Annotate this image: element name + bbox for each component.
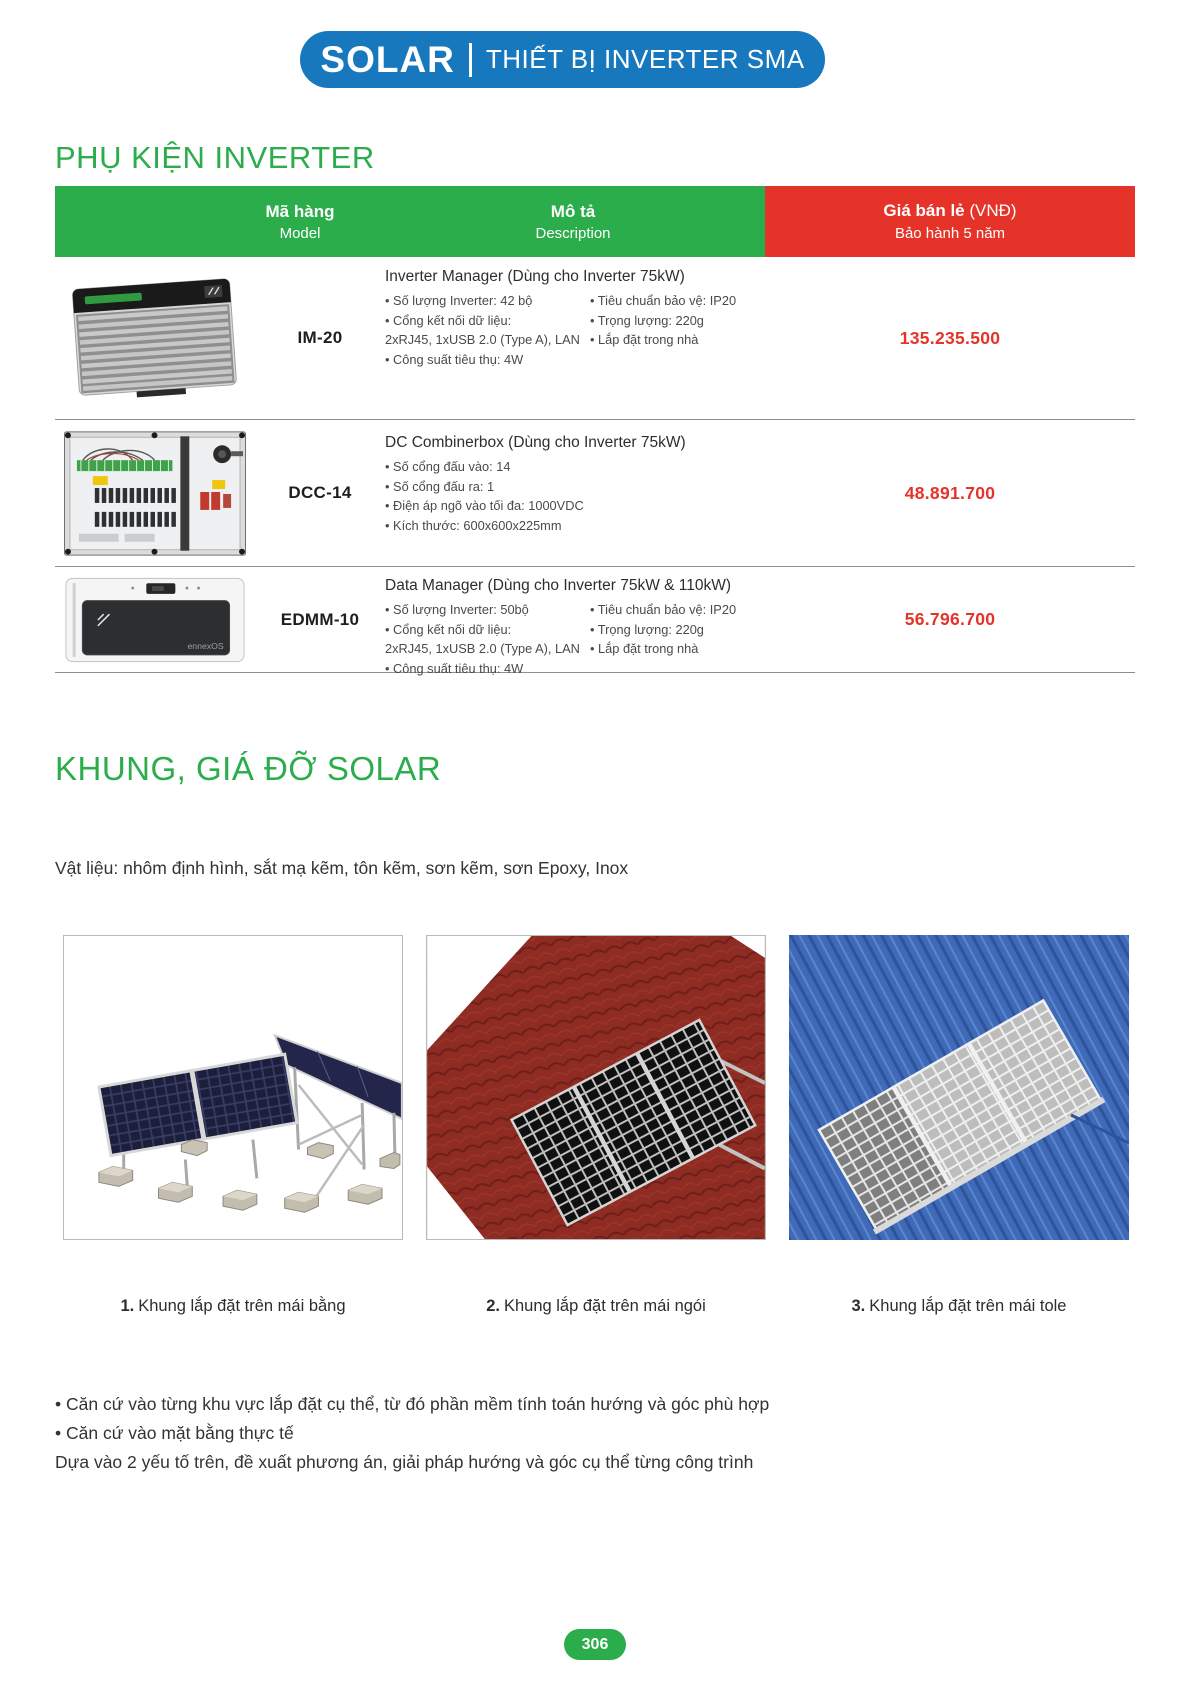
header-description: Mô tả Description — [535, 201, 611, 242]
ennexos-label: ennexOS — [187, 640, 224, 651]
page-number-badge: 306 — [564, 1629, 626, 1660]
price-label: 56.796.700 — [904, 609, 996, 629]
spec-line: • Số cổng đấu vào: 14 — [385, 459, 511, 474]
inverter-manager-image — [64, 270, 246, 406]
mount-figure-tole-roof — [789, 935, 1129, 1240]
model-label: EDMM-10 — [280, 609, 360, 629]
spec-line: • Cổng kết nối dữ liệu: — [385, 621, 512, 637]
spec-line: • Cổng kết nối dữ liệu: — [385, 312, 512, 328]
brand-banner — [300, 31, 825, 88]
brand-divider — [469, 43, 472, 77]
price-label: 48.891.700 — [904, 482, 996, 503]
section-title-accessories: PHỤ KIỆN INVERTER — [55, 140, 375, 175]
mount-caption-3 — [789, 1297, 1129, 1316]
caption-number: 2. — [486, 1297, 500, 1315]
flat-roof-mount-image — [64, 936, 402, 1239]
note-line: Dựa vào 2 yếu tố trên, đề xuất phương án, giải pháp hướng và góc cụ thể từng công trình — [55, 1452, 754, 1472]
spec-line: • Số lượng Inverter: 42 bộ — [385, 293, 533, 308]
note-line: • Căn cứ vào từng khu vực lắp đặt cụ thể, từ đó phần mềm tính toán hướng và góc phù hợp — [55, 1394, 770, 1414]
spec-line: • Số cổng đấu ra: 1 — [385, 478, 495, 494]
materials-line: Vật liệu: nhôm định hình, sắt mạ kẽm, tôn kẽm, sơn kẽm, sơn Epoxy, Inox — [55, 858, 629, 878]
price-header-label: Giá bán lẻ — [883, 201, 965, 220]
spec-line: 2xRJ45, 1xUSB 2.0 (Type A), LAN — [385, 332, 580, 347]
mount-caption-2 — [426, 1297, 766, 1316]
spec-line: • Kích thước: 600x600x225mm — [385, 517, 562, 533]
spec-line: • Công suất tiêu thụ: 4W — [385, 660, 524, 676]
installation-notes — [55, 1390, 1135, 1477]
caption-number: 1. — [120, 1297, 135, 1315]
product-description — [385, 567, 765, 678]
spec-line: • Công suất tiêu thụ: 4W — [385, 351, 524, 367]
price-header-unit: (VNĐ) — [969, 201, 1017, 220]
spec-line: • Lắp đặt trong nhà — [590, 641, 699, 656]
warranty-note: Bảo hành 5 năm — [894, 225, 1006, 242]
caption-label: Khung lắp đặt trên mái ngói — [503, 1297, 706, 1315]
caption-number: 3. — [851, 1297, 866, 1315]
model-label: IM-20 — [297, 328, 343, 347]
product-row-im20 — [55, 257, 1135, 420]
product-title: DC Combinerbox (Dùng cho Inverter 75kW) — [385, 434, 686, 451]
product-image-cell — [55, 575, 255, 665]
product-description — [385, 420, 765, 535]
spec-line: • Tiêu chuẩn bảo vệ: IP20 — [590, 293, 737, 308]
brand-logo-text: SOLAR — [320, 38, 455, 80]
product-row-dcc14 — [55, 420, 1135, 567]
model-label: DCC-14 — [288, 483, 352, 502]
data-manager-image — [63, 575, 247, 665]
caption-label: Khung lắp đặt trên mái bằng — [138, 1297, 346, 1315]
spec-line: • Lắp đặt trong nhà — [590, 332, 699, 347]
caption-label: Khung lắp đặt trên mái tole — [869, 1297, 1067, 1315]
mount-figures — [63, 935, 1129, 1240]
product-row-edmm10 — [55, 567, 1135, 676]
section-title-frames: KHUNG, GIÁ ĐỠ SOLAR — [55, 750, 442, 787]
mount-figure-tile-roof — [426, 935, 766, 1240]
spec-line: • Tiêu chuẩn bảo vệ: IP20 — [590, 602, 737, 617]
mount-caption-1 — [63, 1297, 403, 1316]
header-model: Mã hàng Model — [265, 201, 335, 242]
tole-roof-mount-image — [789, 935, 1129, 1240]
spec-line: 2xRJ45, 1xUSB 2.0 (Type A), LAN — [385, 641, 580, 656]
products-table — [55, 186, 1135, 676]
product-title: Data Manager (Dùng cho Inverter 75kW & 110kW) — [385, 577, 732, 594]
header-price — [765, 186, 1135, 257]
mount-captions — [63, 1297, 1129, 1316]
product-title: Inverter Manager (Dùng cho Inverter 75kW) — [385, 268, 685, 285]
product-description — [385, 257, 765, 369]
spec-line: • Số lượng Inverter: 50bộ — [385, 602, 529, 617]
brand-subtitle: THIẾT BỊ INVERTER SMA — [485, 44, 805, 74]
spec-line: • Điện áp ngõ vào tối đa: 1000VDC — [385, 498, 584, 513]
tile-roof-mount-image — [427, 936, 765, 1239]
table-header — [55, 186, 1135, 257]
spec-line: • Trọng lượng: 220g — [590, 621, 704, 637]
product-image-cell — [55, 270, 255, 406]
spec-line: • Trọng lượng: 220g — [590, 312, 704, 328]
dc-combinerbox-image — [63, 430, 247, 557]
table-header-green — [55, 186, 765, 257]
mount-figure-flat-roof — [63, 935, 403, 1240]
product-image-cell — [55, 430, 255, 557]
note-line: • Căn cứ vào mặt bằng thực tế — [55, 1423, 294, 1443]
price-label: 135.235.500 — [899, 327, 1001, 348]
